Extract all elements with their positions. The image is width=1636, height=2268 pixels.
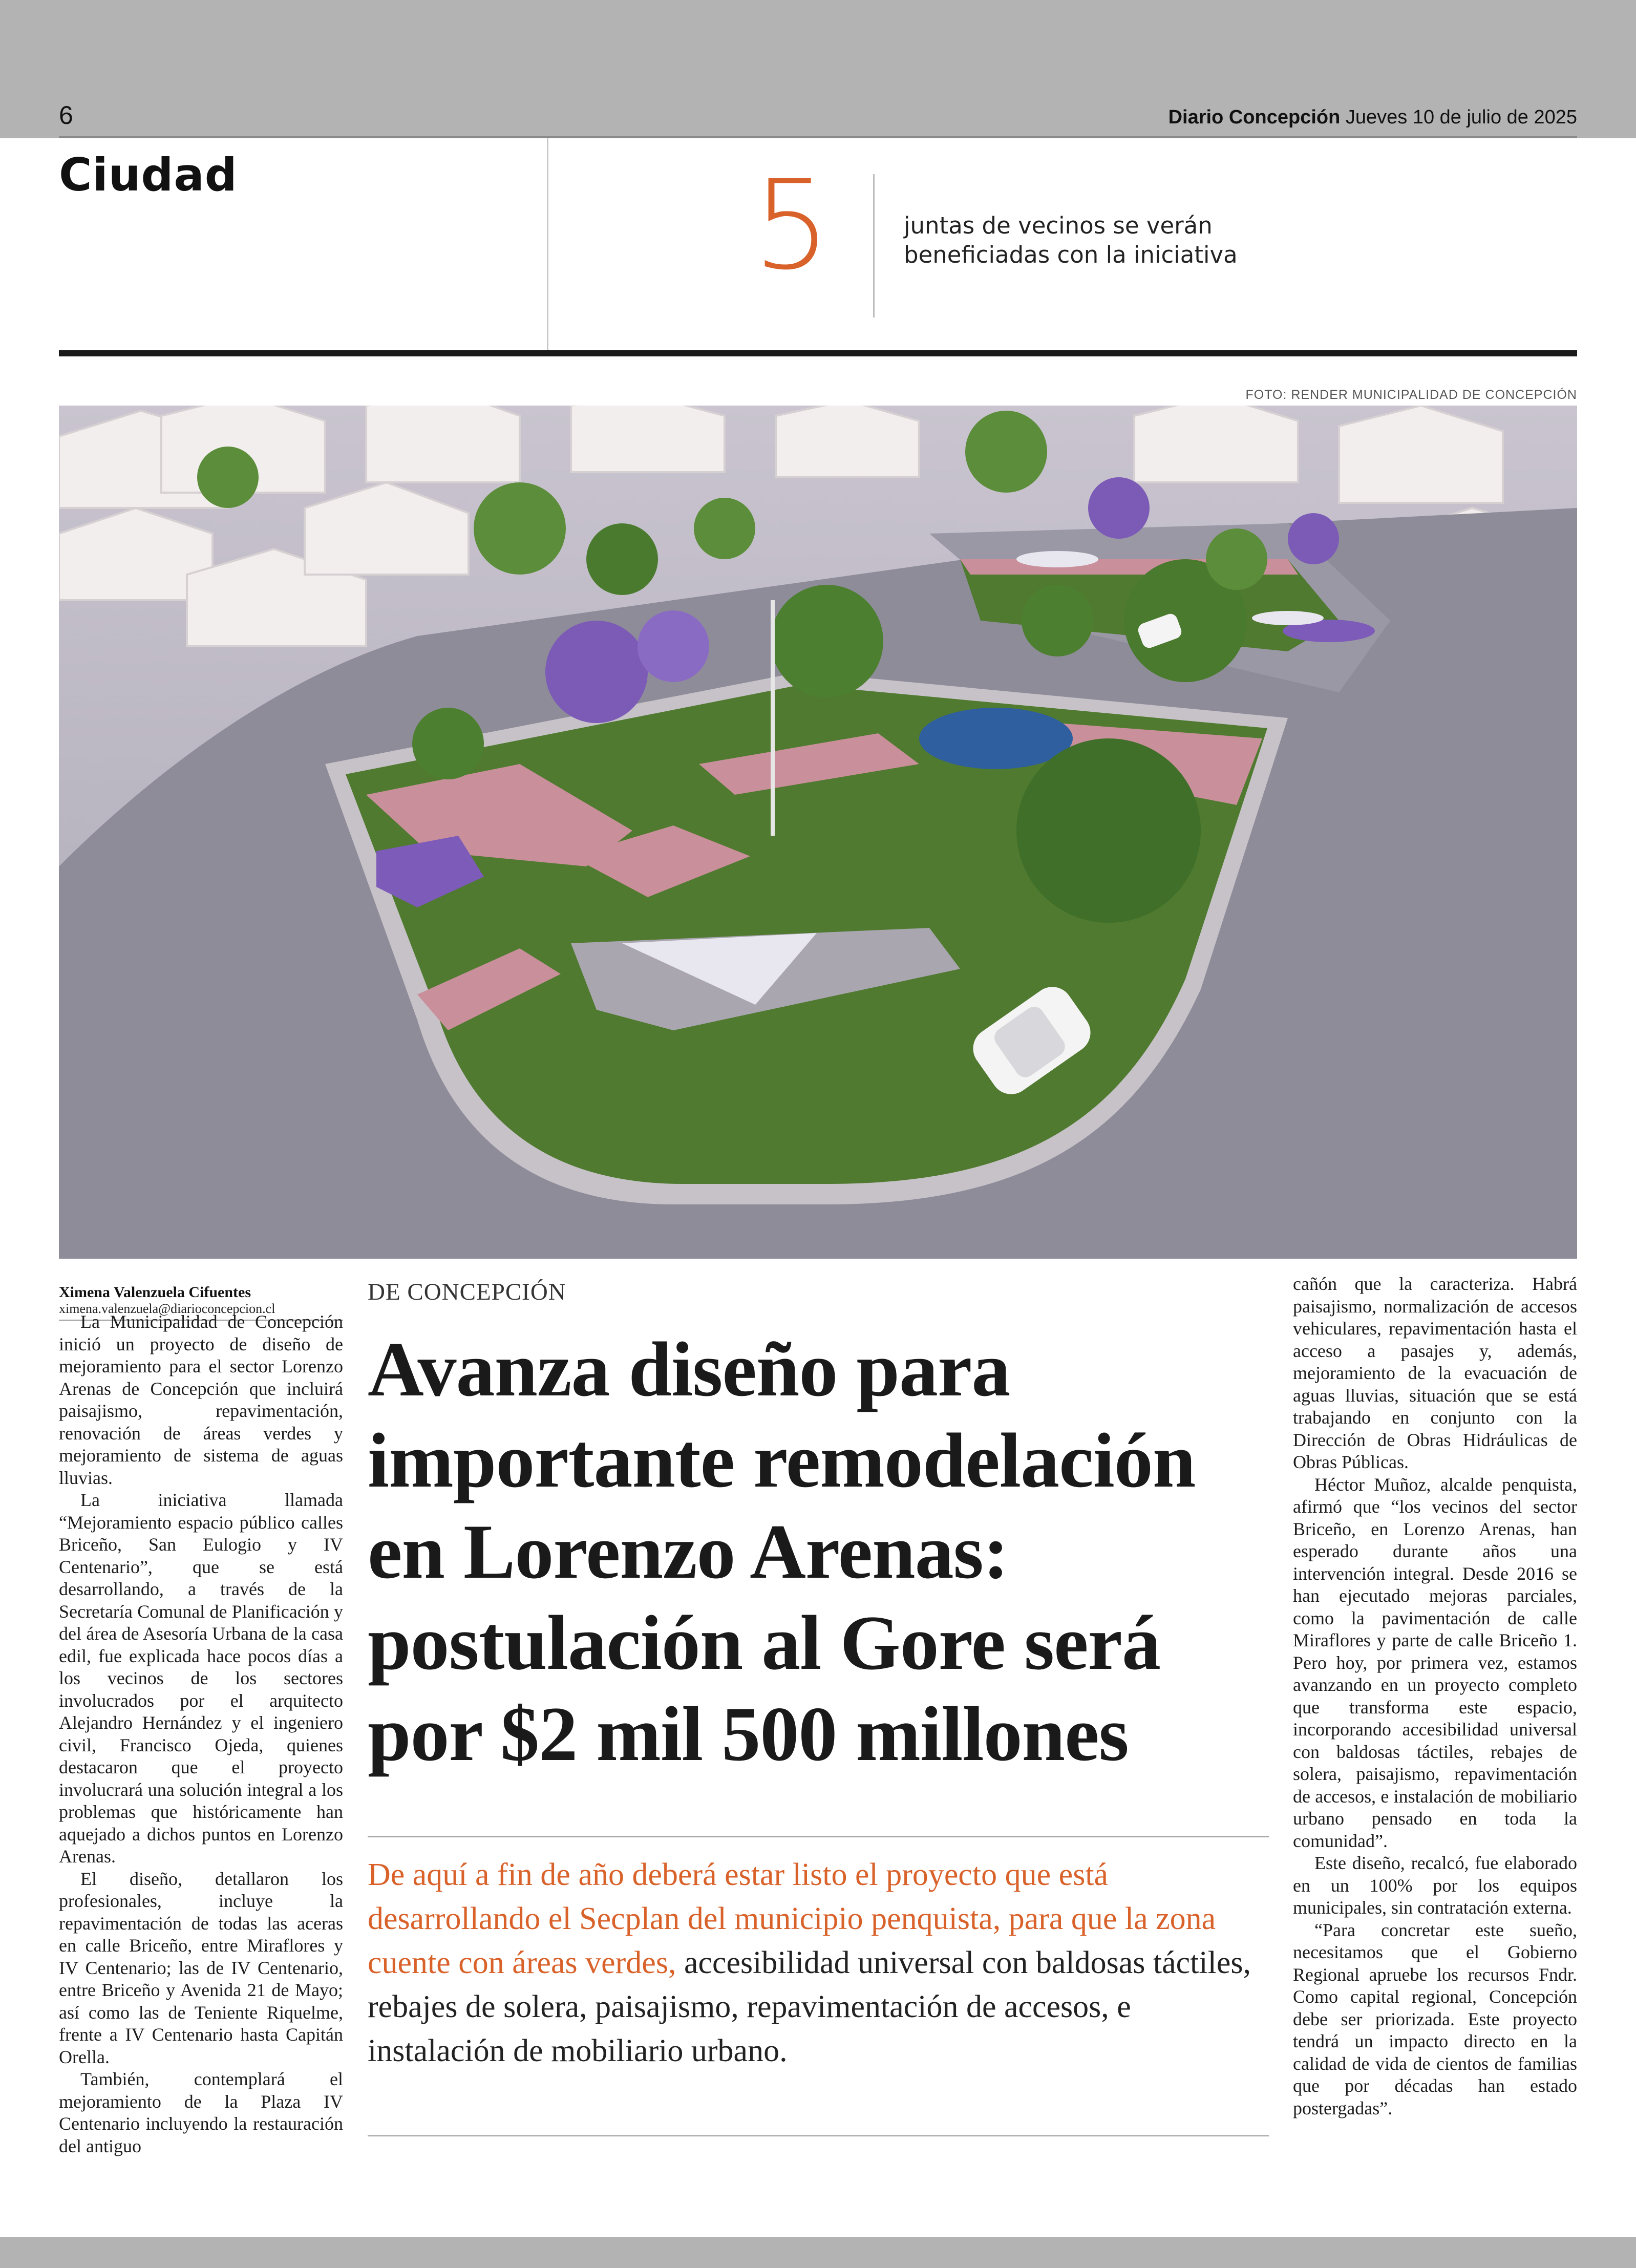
- paragraph: La iniciativa llamada “Mejoramiento espacio público calles Briceño, San Eulogio y IV Centenario”, que se está desarrollando, a través de la Secretaría Comunal de Planificación y del área de Asesoría Urbana de la casa edil, fue explicada hace pocos días a los vecinos de los sectores involucrados por el arquitecto Alejandro Hernández y el ingeniero civil, Francisco Ojeda, quienes destacaron que el proyecto involucrará una solución integral a los problemas que históricamente han aquejado a dichos puntos en Lorenzo Arenas.: [59, 1490, 343, 1867]
- deck-rule-bottom: [368, 2135, 1269, 2136]
- masthead: [1168, 107, 1577, 129]
- deck-rule-top: [368, 1836, 1269, 1837]
- headline-bold-end: será por $2 mil 500 millones: [368, 1600, 1161, 1777]
- article-column-left: [59, 1311, 343, 2157]
- paragraph: cañón que la caracteriza. Habrá paisajismo, normalización de accesos vehiculares, repavimentación hasta el acceso a pasajes y, además, mejoramiento de la evacuación de aguas lluvias, situación que se está trabajando en conjunto con la Dirección de Obras Hidráulicas de Obras Públicas.: [1293, 1274, 1577, 1472]
- paragraph: Héctor Muñoz, alcalde penquista, afirmó que “los vecinos del sector Briceño, en Lorenzo Arenas, han esperado durante años una intervención integral. Desde 2016 se han ejecutado mejoras parciales, como la pavimentación de calle Miraflores y parte de calle Briceño 1. Pero hoy, por primera vez, estamos avanzando en un proyecto completo que transforma este espacio, incorporando accesibilidad universal con baldosas táctiles, rebajes de solera, paisajismo, repavimentación de accesos, e instalación de mobiliario urbano pensado en toda la comunidad”.: [1293, 1474, 1577, 1851]
- section-rule: [59, 350, 1577, 356]
- paragraph: Este diseño, recalcó, fue elaborado en un 100% por los equipos municipales, sin contratación externa.: [1293, 1853, 1577, 1918]
- kicker: DE CONCEPCIÓN: [368, 1279, 566, 1305]
- paragraph: “Para concretar este sueño, necesitamos que el Gobierno Regional apruebe los recursos Fndr. Como capital regional, Concepción debe ser priorizada. Este proyecto tendrá un impacto directo en la calidad de vida de cientos de familias que por décadas han estado postergadas”.: [1293, 1919, 1577, 2118]
- photo-credit: FOTO: RENDER MUNICIPALIDAD DE CONCEPCIÓN: [1245, 388, 1577, 402]
- stat-divider: [873, 174, 875, 317]
- headline-regular: para importante remodelación en Lorenzo Arenas: postulación al Gore: [368, 1326, 1196, 1686]
- bottom-band: [0, 2237, 1636, 2268]
- stat-text: juntas de vecinos se verán beneficiadas con la iniciativa: [904, 212, 1238, 268]
- page-number: 6: [59, 101, 73, 130]
- byline-email: ximena.valenzuela@diarioconcepcion.cl: [59, 1301, 275, 1316]
- paragraph: También, contemplará el mejoramiento de la Plaza IV Centenario incluyendo la restauración del antiguo: [59, 2069, 343, 2156]
- article-column-right: [1293, 1273, 1577, 2119]
- section-title: Ciudad: [59, 149, 238, 201]
- header-divider: [547, 138, 548, 350]
- headline-bold-start: Avanza diseño: [368, 1326, 838, 1412]
- deck-rest: accesibilidad universal con baldosas táctiles, rebajes de solera, paisajismo, repavimentación de accesos, e instalación de mobiliario urbano.: [368, 1945, 1251, 2068]
- paragraph: La Municipalidad de Concepción inició un proyecto de diseño de mejoramiento para el sector Lorenzo Arenas de Concepción que incluirá paisajismo, repavimentación, renovación de áreas verdes y mejoramiento de sistema de aguas lluvias.: [59, 1311, 343, 1488]
- deck-accent: De aquí a fin de año deberá estar listo el proyecto que está desarrollando el Secplan del municipio penquista, para que la zona cuente con áreas verdes,: [368, 1857, 1216, 1980]
- publication-name: Diario Concepción: [1168, 107, 1341, 128]
- paragraph: El diseño, detallaron los profesionales, incluye la repavimentación de todas las aceras en calle Briceño, entre Miraflores y IV Centenario; las de IV Centenario, entre Briceño y Avenida 21 de Mayo; así como las de Teniente Riquelme, frente a IV Centenario hasta Capitán Orella.: [59, 1868, 343, 2067]
- render-photo: [59, 406, 1577, 1259]
- plaza-render-illustration: [59, 406, 1577, 1259]
- issue-date: Jueves 10 de julio de 2025: [1345, 107, 1577, 128]
- headline: [368, 1324, 1269, 1779]
- header-rule: [59, 136, 1577, 138]
- stat-number: 5: [753, 154, 831, 297]
- deck: [368, 1853, 1269, 2073]
- byline-name: Ximena Valenzuela Cifuentes: [59, 1284, 251, 1301]
